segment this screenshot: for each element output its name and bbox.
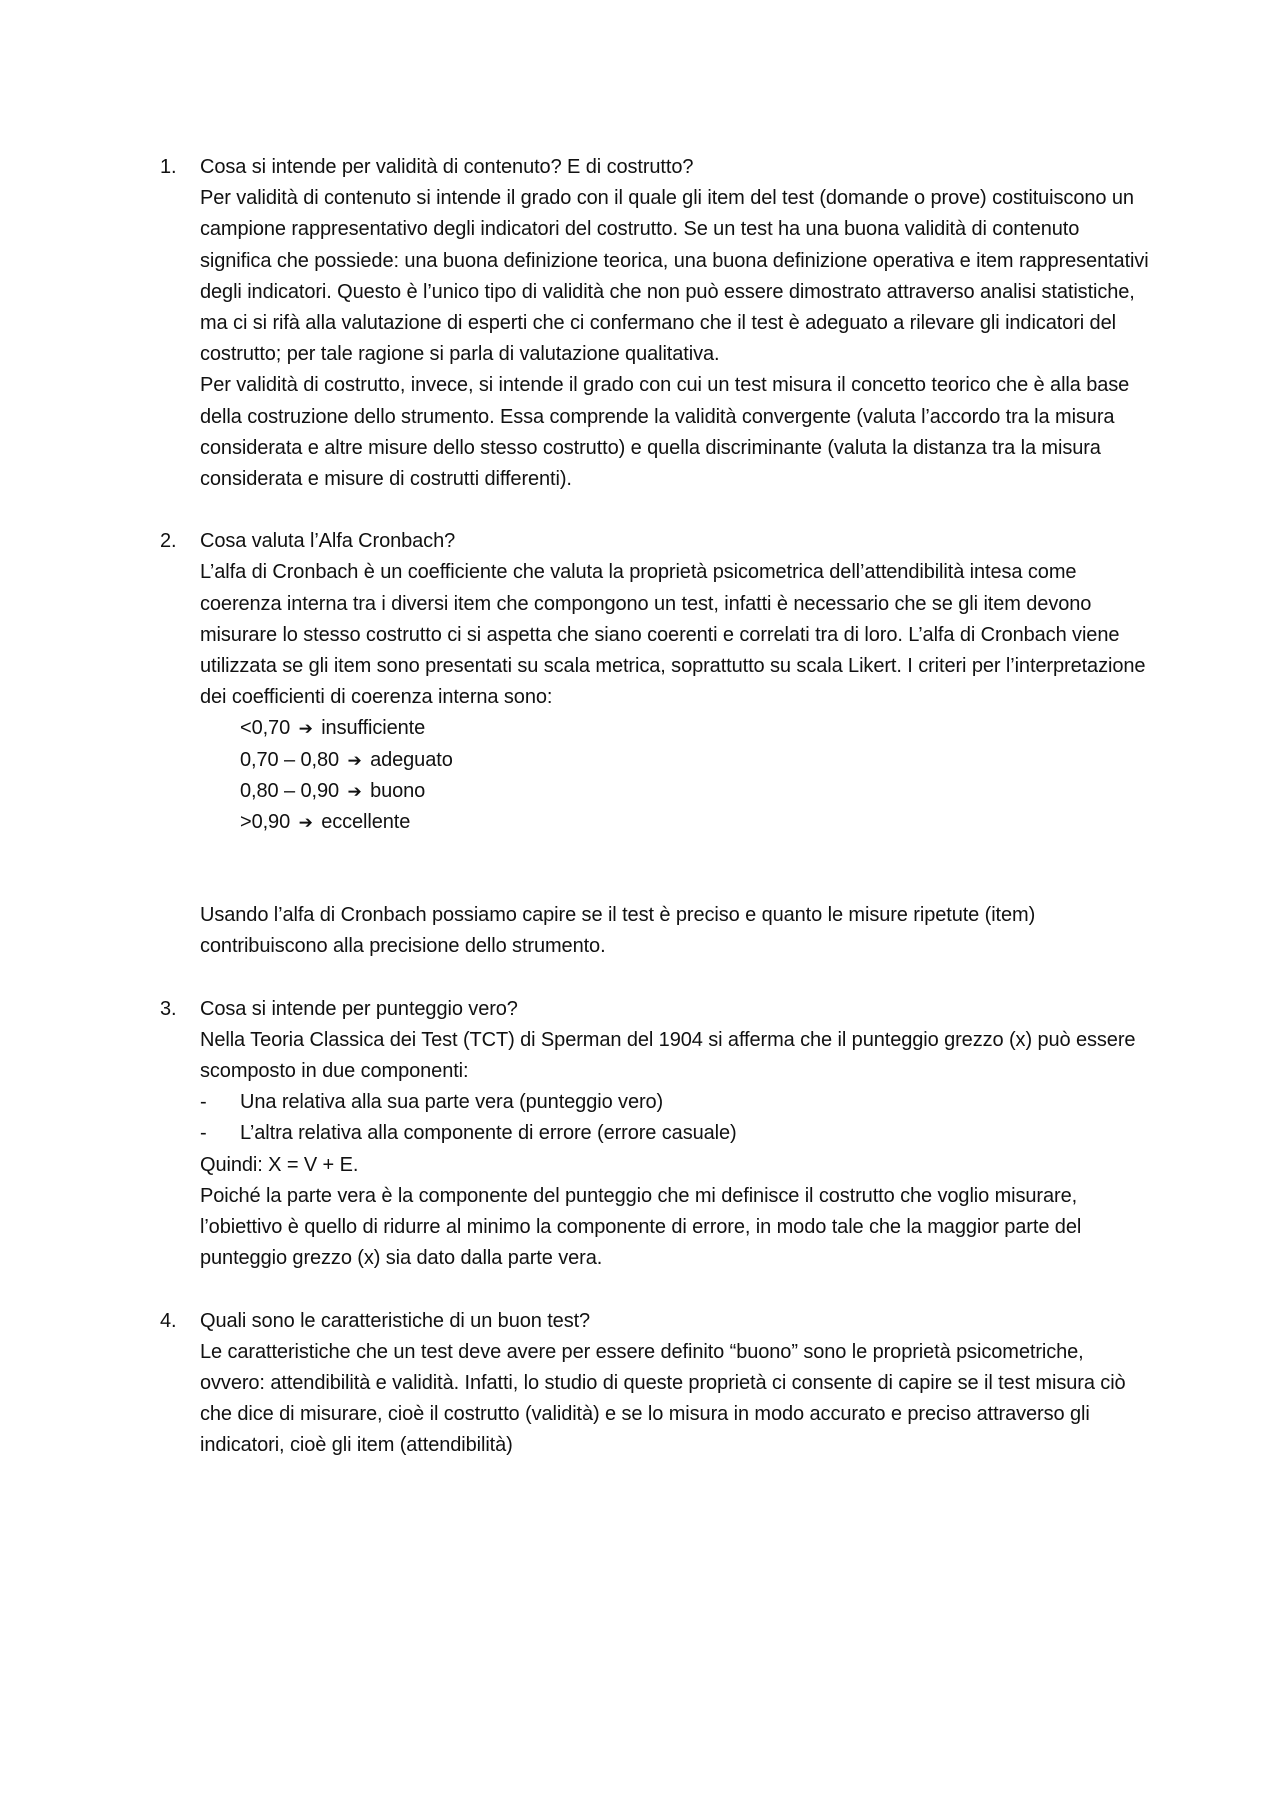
criteria-list <box>200 713 1150 838</box>
criteria-range: 0,70 – 0,80 <box>240 748 339 771</box>
answer-paragraph: Poiché la parte vera è la componente del punteggio che mi definisce il costrutto che voglio misurare, l’obiettivo è quello di ridurre al minimo la componente di errore, in modo tale che la maggior parte del punteggio grezzo (x) sia dato dalla parte vera. <box>200 1184 1082 1270</box>
criteria-range: 0,80 – 0,90 <box>240 779 339 802</box>
item-number: 3. <box>160 997 177 1020</box>
formula-line: Quindi: X = V + E. <box>200 1153 359 1176</box>
bullet-text: L’altra relativa alla componente di errore (errore casuale) <box>240 1122 737 1145</box>
criteria-label: insufficiente <box>321 717 426 740</box>
criteria-label: adeguato <box>370 748 453 771</box>
question-heading: Cosa si intende per punteggio vero? <box>200 997 518 1020</box>
arrow-icon: ➔ <box>298 813 313 833</box>
arrow-icon: ➔ <box>298 719 313 739</box>
criteria-range: <0,70 <box>240 717 291 740</box>
list-item-2 <box>160 526 1150 962</box>
bullet-item <box>200 1118 1150 1149</box>
dash-bullet: - <box>200 1091 207 1114</box>
list-item-4 <box>160 1306 1150 1462</box>
question-heading: Cosa valuta l’Alfa Cronbach? <box>200 530 456 553</box>
item-number: 1. <box>160 156 177 178</box>
criteria-row <box>240 807 1150 838</box>
criteria-row <box>240 713 1150 744</box>
question-heading: Cosa si intende per validità di contenuto? E di costrutto? <box>200 156 694 178</box>
criteria-row <box>240 745 1150 776</box>
arrow-icon: ➔ <box>347 750 362 770</box>
question-heading: Quali sono le caratteristiche di un buon test? <box>200 1309 591 1332</box>
criteria-range: >0,90 <box>240 811 291 834</box>
item-number: 4. <box>160 1309 177 1332</box>
answer-paragraph: L’alfa di Cronbach è un coefficiente che valuta la proprietà psicometrica dell’attendibilità intesa come coerenza interna tra i diversi item che compongono un test, infatti è necessario che se gli item devono misurare lo stesso costrutto ci si aspetta che siano coerenti e correlati tra di loro. L’alfa di Cronbach viene utilizzata se gli item sono presentati su scala metrica, soprattutto su scala Likert. I criteri per l’interpretazione dei coefficienti di coerenza interna sono: <box>200 561 1146 709</box>
criteria-label: buono <box>370 779 426 802</box>
bullet-text: Una relativa alla sua parte vera (punteggio vero) <box>240 1091 664 1114</box>
item-number: 2. <box>160 530 177 553</box>
criteria-label: eccellente <box>321 811 411 834</box>
answer-paragraph: Le caratteristiche che un test deve avere per essere definito “buono” sono le proprietà psicometriche, ovvero: attendibilità e validità. Infatti, lo studio di queste proprietà ci consente di capire se il test misura ciò che dice di misurare, cioè il costrutto (validità) e se lo misura in modo accurato e preciso attraverso gli indicatori, cioè gli item (attendibilità) <box>200 1340 1126 1457</box>
list-item-1 <box>160 152 1150 495</box>
arrow-icon: ➔ <box>347 781 362 801</box>
criteria-row <box>240 776 1150 807</box>
answer-paragraph: Per validità di contenuto si intende il grado con il quale gli item del test (domande o prove) costituiscono un campione rappresentativo degli indicatori del costrutto. Se un test ha una buona validità di contenuto significa che possiede: una buona definizione teorica, una buona definizione operativa e item rappresentativi degli indicatori. Questo è l’unico tipo di validità che non può essere dimostrato attraverso analisi statistiche, ma ci si rifà alla valutazione di esperti che ci confermano che il test è adeguato a rilevare gli indicatori del costrutto; per tale ragione si parla di valutazione qualitativa. <box>200 187 1149 366</box>
spacer <box>200 838 1150 900</box>
answer-paragraph: Usando l’alfa di Cronbach possiamo capire se il test è preciso e quanto le misure ripetute (item) contribuiscono alla precisione dello strumento. <box>200 904 1036 958</box>
answer-paragraph: Per validità di costrutto, invece, si intende il grado con cui un test misura il concetto teorico che è alla base della costruzione dello strumento. Essa comprende la validità convergente (valuta l’accordo tra la misura considerata e altre misure dello stesso costrutto) e quella discriminante (valuta la distanza tra la misura considerata e misure di costrutti differenti). <box>200 374 1130 491</box>
dash-bullet: - <box>200 1122 207 1145</box>
bullet-item <box>200 1087 1150 1118</box>
document-body <box>160 152 1150 1462</box>
list-item-3 <box>160 994 1150 1275</box>
answer-paragraph: Nella Teoria Classica dei Test (TCT) di Sperman del 1904 si afferma che il punteggio grezzo (x) può essere scomposto in due componenti: <box>200 1028 1136 1083</box>
